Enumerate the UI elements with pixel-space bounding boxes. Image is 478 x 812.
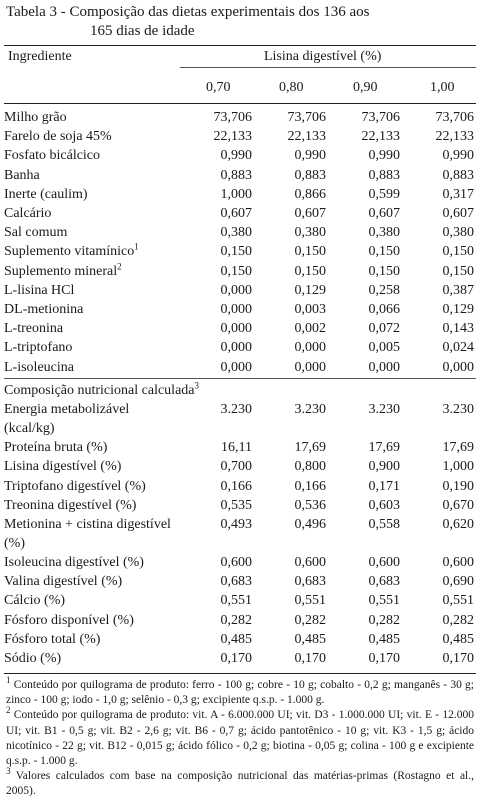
table-row [4, 515, 476, 553]
ingredient-value: 22,133 [361, 129, 400, 145]
nutrient-value: 0,166 [294, 478, 326, 494]
nutrient-value: 16,11 [221, 440, 252, 456]
nutrient-value: 0,558 [368, 517, 400, 533]
nutrient-value: 0,600 [368, 555, 400, 571]
nutrient-value: 0,485 [442, 631, 474, 647]
ingredient-value: 0,150 [294, 263, 326, 279]
ingredient-value: 22,133 [287, 129, 326, 145]
nutrient-name: Fósforo total (%) [4, 631, 101, 647]
nutrient-value: 0,282 [442, 612, 474, 628]
ingredient-value: 0,387 [442, 282, 474, 298]
table-row [4, 223, 476, 242]
table-row [4, 572, 476, 591]
ingredient-value: 0,000 [220, 282, 252, 298]
table-row [4, 457, 476, 476]
nutrient-value: 3.230 [294, 402, 326, 418]
ingredient-value: 0,599 [368, 186, 400, 202]
table-row [4, 319, 476, 338]
ingredient-value: 0,380 [368, 225, 400, 241]
ingredients-table [4, 108, 476, 377]
section-rule [4, 378, 476, 379]
nutrient-name: Metionina + cistina digestível (%) [4, 517, 171, 552]
ingredient-value: 0,072 [368, 321, 400, 337]
ingredient-value: 0,000 [442, 359, 474, 375]
ingredient-value: 0,000 [220, 321, 252, 337]
nutrient-value: 0,683 [220, 574, 252, 590]
nutrient-value: 17,69 [294, 440, 326, 456]
ingredient-value: 0,883 [294, 167, 326, 183]
ingredient-name: Banha [4, 167, 40, 183]
nutrient-value: 3.230 [442, 402, 474, 418]
table-row [4, 553, 476, 572]
ingredient-name: Milho grão [4, 110, 67, 125]
footnote-text: Valores calculados com base na composição nutricional das matérias-primas (Rostagno et al., 2005). [6, 770, 474, 798]
ingredient-value: 0,607 [294, 206, 326, 222]
table-row [4, 300, 476, 319]
composition-title-sup: 3 [194, 380, 199, 391]
ingredient-name: L-treonina [4, 321, 64, 337]
table-row [4, 262, 476, 281]
table-row [4, 146, 476, 165]
nutrient-value: 0,551 [294, 593, 326, 609]
nutrient-name: Proteína bruta (%) [4, 440, 108, 456]
nutrient-value: 1,000 [442, 459, 474, 475]
ingredient-name: Farelo de soja 45% [4, 129, 112, 145]
table-caption [6, 3, 476, 41]
ingredient-value: 0,380 [220, 225, 252, 241]
table-row [4, 127, 476, 146]
nutrient-name: Energia metabolizável (kcal/kg) [4, 402, 130, 437]
ingredient-value: 0,150 [368, 244, 400, 260]
ingredient-value: 0,990 [368, 148, 400, 164]
table-row [4, 630, 476, 649]
ingredient-value: 73,706 [213, 110, 252, 125]
table-row [4, 204, 476, 223]
ingredient-name: Suplemento vitamínico$^1$ [4, 241, 139, 260]
ingredient-value: 0,990 [220, 148, 252, 164]
ingredient-value: 1,000 [220, 186, 252, 202]
ingredient-value: 0,990 [294, 148, 326, 164]
top-rule [4, 45, 476, 46]
ingredient-value: 0,005 [368, 340, 400, 356]
footnote [6, 705, 474, 769]
table-row [4, 496, 476, 515]
header-level-4: 1,00 [430, 80, 455, 95]
composition-body [4, 381, 476, 668]
table-row [4, 166, 476, 185]
nutrient-value: 0,282 [220, 612, 252, 628]
ingredient-value: 0,150 [368, 263, 400, 279]
footnote-mark: 1 [6, 675, 11, 686]
ingredient-name: Sal comum [4, 225, 68, 241]
table-row [4, 477, 476, 496]
ingredient-value: 73,706 [287, 110, 326, 125]
ingredient-name: L-isoleucina [4, 359, 74, 375]
ingredient-value: 0,002 [294, 321, 326, 337]
nutrient-name: Sódio (%) [4, 651, 62, 667]
nutrient-value: 0,190 [442, 478, 474, 494]
ingredient-value: 0,883 [442, 167, 474, 183]
header-level-3: 0,90 [353, 80, 378, 95]
header-level-1: 0,70 [206, 80, 231, 95]
nutrient-value: 0,700 [220, 459, 252, 475]
header-lysine-group: Lisina digestível (%) [264, 49, 382, 64]
nutrient-value: 0,690 [442, 574, 474, 590]
ingredients-body [4, 108, 476, 377]
ingredient-value: 0,150 [220, 263, 252, 279]
nutrient-value: 0,900 [368, 459, 400, 475]
nutrient-value: 0,600 [442, 555, 474, 571]
table-row [4, 185, 476, 204]
nutrient-value: 17,69 [368, 440, 400, 456]
nutrient-name: Fósforo disponível (%) [4, 612, 134, 628]
nutrient-value: 3.230 [220, 402, 252, 418]
nutrient-value: 0,170 [442, 651, 474, 667]
nutrient-value: 0,536 [294, 497, 326, 513]
ingredient-value: 0,380 [442, 225, 474, 241]
ingredient-value: 0,024 [442, 340, 474, 356]
ingredient-name: Suplemento mineral$^2$ [4, 260, 122, 279]
ingredient-value: 0,003 [294, 302, 326, 318]
footnote [6, 766, 474, 799]
nutrient-value: 0,170 [368, 651, 400, 667]
nutrient-name: Lisina digestível (%) [4, 459, 122, 475]
ingredient-value: 0,150 [294, 244, 326, 260]
footnote-mark: 2 [6, 705, 11, 716]
footnote-text: Conteúdo por quilograma de produto: vit. A - 6.000.000 UI; vit. D3 - 1.000.000 UI; vit. E - 12.000 UI; vit. B1 - 0,5 g; vit. B2 - 2,6 g; vit. B6 - 0,7 g; ácido pantotênico - 10 g; vit. K3 - 1,5 g; ácido nicotínico - 22 g; vit. B12 - 0,015 g; ácido fólico - 0,2 g; biotina - 0,05 g; colina - 100 g e excipiente q.s.p. - 1.000 g. [6, 709, 474, 768]
ingredient-name: L-lisina HCl [4, 282, 75, 298]
caption-line-1: Tabela 3 - Composição das dietas experimentais dos 136 aos [6, 4, 370, 20]
ingredient-value: 0,150 [442, 244, 474, 260]
footnote-mark: 2 [117, 260, 122, 271]
ingredient-value: 22,133 [435, 129, 474, 145]
header-ingredient: Ingrediente [8, 49, 72, 64]
nutrient-value: 0,551 [442, 593, 474, 609]
nutrient-value: 0,603 [368, 497, 400, 513]
ingredient-value: 0,066 [368, 302, 400, 318]
table-row [4, 400, 476, 438]
table-row [4, 649, 476, 668]
nutrient-value: 0,600 [220, 555, 252, 571]
ingredient-value: 0,990 [442, 148, 474, 164]
ingredient-value: 73,706 [361, 110, 400, 125]
ingredient-name: Inerte (caulim) [4, 186, 88, 202]
ingredient-value: 0,143 [442, 321, 474, 337]
nutrient-value: 0,282 [368, 612, 400, 628]
footnote [6, 675, 475, 708]
caption-line-2: 165 dias de idade [90, 23, 195, 39]
nutrient-value: 0,551 [220, 593, 252, 609]
nutrient-value: 0,800 [294, 459, 326, 475]
header-level-2: 0,80 [279, 80, 304, 95]
composition-title: Composição nutricional calculada$^3$ [4, 380, 199, 398]
composition-title-row [4, 381, 476, 400]
composition-table [4, 381, 476, 668]
ingredient-value: 22,133 [213, 129, 252, 145]
nutrient-value: 0,166 [220, 478, 252, 494]
footnote-mark: 3 [6, 766, 11, 777]
nutrient-value: 0,485 [294, 631, 326, 647]
ingredient-value: 73,706 [435, 110, 474, 125]
table-row [4, 281, 476, 300]
ingredient-value: 0,607 [368, 206, 400, 222]
ingredient-value: 0,317 [442, 186, 474, 202]
ingredient-value: 0,866 [294, 186, 326, 202]
table-row [4, 358, 476, 377]
table-row [4, 242, 476, 261]
table-row [4, 438, 476, 457]
ingredient-value: 0,000 [220, 359, 252, 375]
nutrient-value: 0,620 [442, 517, 474, 533]
header-rule [4, 103, 476, 104]
ingredient-value: 0,129 [442, 302, 474, 318]
ingredient-name: Calcário [4, 206, 52, 222]
ingredient-value: 0,150 [220, 244, 252, 260]
footnote-mark: 1 [134, 241, 139, 252]
ingredient-value: 0,883 [368, 167, 400, 183]
table-row [4, 591, 476, 610]
nutrient-value: 0,485 [220, 631, 252, 647]
ingredient-value: 0,000 [368, 359, 400, 375]
nutrient-value: 0,493 [220, 517, 252, 533]
group-rule [180, 67, 476, 68]
nutrient-name: Isoleucina digestível (%) [4, 555, 144, 571]
nutrient-value: 0,485 [368, 631, 400, 647]
nutrient-value: 0,170 [294, 651, 326, 667]
ingredient-value: 0,129 [294, 282, 326, 298]
nutrient-value: 0,170 [220, 651, 252, 667]
ingredient-value: 0,000 [220, 302, 252, 318]
nutrient-value: 0,683 [368, 574, 400, 590]
ingredient-value: 0,000 [220, 340, 252, 356]
table-row [4, 611, 476, 630]
ingredient-name: DL-metionina [4, 302, 84, 318]
ingredient-value: 0,258 [368, 282, 400, 298]
nutrient-value: 0,683 [294, 574, 326, 590]
nutrient-value: 0,171 [368, 478, 400, 494]
nutrient-value: 0,670 [442, 497, 474, 513]
nutrient-name: Cálcio (%) [4, 593, 66, 609]
nutrient-name: Valina digestível (%) [4, 574, 123, 590]
bottom-rule [4, 673, 476, 674]
table-row [4, 108, 476, 127]
nutrient-value: 0,551 [368, 593, 400, 609]
nutrient-name: Treonina digestível (%) [4, 497, 137, 513]
nutrient-value: 17,69 [442, 440, 474, 456]
table-row [4, 338, 476, 357]
ingredient-name: Fosfato bicálcico [4, 148, 101, 164]
nutrient-name: Triptofano digestível (%) [4, 478, 146, 494]
footnotes [6, 675, 475, 800]
nutrient-value: 0,496 [294, 517, 326, 533]
ingredient-value: 0,607 [220, 206, 252, 222]
footnote-text: Conteúdo por quilograma de produto: ferro - 100 g; cobre - 10 g; cobalto - 0,2 g; manganês - 30 g; zinco - 100 g; iodo - 1,0 g; selênio - 0,3 g; excipiente q.s.p. - 1.000 g. [6, 679, 475, 707]
ingredient-value: 0,380 [294, 225, 326, 241]
nutrient-value: 0,282 [294, 612, 326, 628]
ingredient-value: 0,607 [442, 206, 474, 222]
ingredient-value: 0,883 [220, 167, 252, 183]
nutrient-value: 0,600 [294, 555, 326, 571]
nutrient-value: 0,535 [220, 497, 252, 513]
ingredient-value: 0,000 [294, 359, 326, 375]
ingredient-value: 0,000 [294, 340, 326, 356]
nutrient-value: 3.230 [368, 402, 400, 418]
ingredient-name: L-triptofano [4, 340, 73, 356]
ingredient-value: 0,150 [442, 263, 474, 279]
